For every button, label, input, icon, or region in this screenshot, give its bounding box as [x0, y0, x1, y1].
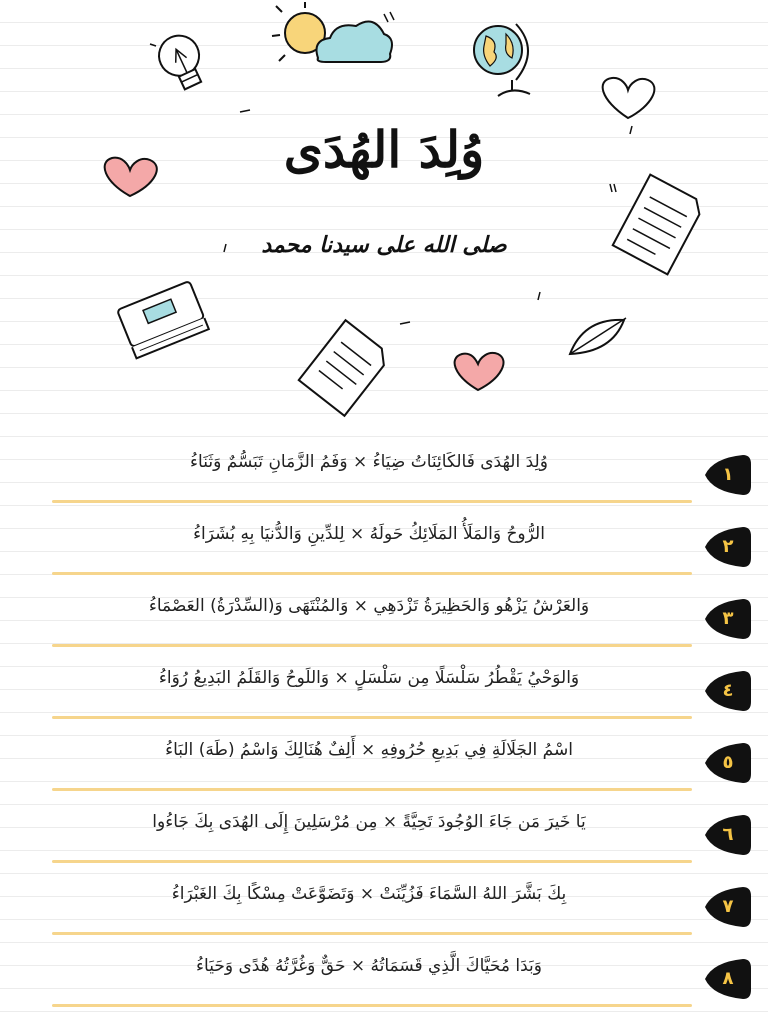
verse-number: ٧ — [722, 896, 734, 917]
verse-text: الرُّوحُ وَالمَلَأُ المَلَائِكُ حَولَهُ × لِلدِّينِ وَالدُّنيَا بِهِ بُشَرَاءُ — [193, 524, 545, 544]
document-icon — [299, 320, 391, 416]
verse-divider — [52, 788, 692, 791]
book-icon — [117, 281, 209, 358]
lightbulb-icon — [152, 29, 211, 94]
globe-icon — [474, 24, 530, 96]
verse-number: ٣ — [722, 608, 734, 629]
verse-divider — [52, 932, 692, 935]
verse-text: يَا خَيرَ مَن جَاءَ الوُجُودَ تَحِيَّةً × مِن مُرْسَلِينَ إِلَى الهُدَى بِكَ جَاءُوا — [152, 812, 586, 832]
verse-divider — [52, 500, 692, 503]
verse-number: ٨ — [722, 968, 734, 989]
paper-sheet-icon — [613, 175, 705, 275]
verse-text: اسْمُ الجَلَالَةِ فِي بَدِيعِ حُرُوفِهِ × أَلِفٌ هُنَالِكَ وَاسْمُ (طَهَ) البَاءُ — [165, 740, 573, 760]
verse-text: وَبَدَا مُحَيَّاكَ الَّذِي قَسَمَاتُهُ × حَقٌّ وَغُرَّتُهُ هُدًى وَحَيَاءُ — [196, 956, 542, 976]
verse-row — [0, 510, 768, 582]
verse-text: وُلِدَ الهُدَى فَالكَائِنَاتُ ضِيَاءُ × وَفَمُ الزَّمَانِ تَبَسُّمٌ وَثَنَاءُ — [190, 452, 548, 472]
verse-number-badge — [703, 596, 753, 642]
verse-list — [0, 438, 768, 1014]
verse-row — [0, 654, 768, 726]
doodle-layer — [0, 0, 768, 430]
verse-number: ٥ — [722, 752, 734, 773]
verse-divider — [52, 572, 692, 575]
page-title: وُلِدَ الهُدَى — [283, 120, 485, 179]
verse-divider — [52, 1004, 692, 1007]
verse-row — [0, 798, 768, 870]
heart-small-icon — [455, 353, 504, 390]
verse-number: ٤ — [722, 680, 734, 701]
verse-number-badge — [703, 524, 753, 570]
verse-number-badge — [703, 884, 753, 930]
verse-text: وَالعَرْشُ يَزْهُو وَالحَظِيرَةُ تَزْدَهِي × وَالمُنْتَهَى وَ(السِّدْرَةُ) العَصْمَاءُ — [148, 596, 590, 616]
verse-number-badge — [703, 740, 753, 786]
verse-number: ١ — [722, 464, 734, 485]
verse-number-badge — [703, 668, 753, 714]
verse-divider — [52, 644, 692, 647]
verse-number-badge — [703, 452, 753, 498]
verse-number-badge — [703, 812, 753, 858]
verse-divider — [52, 716, 692, 719]
verse-number: ٦ — [722, 824, 734, 845]
heart-outline-icon — [603, 78, 655, 118]
verse-text: بِكَ بَشَّرَ اللهُ السَّمَاءَ فَزُيِّنَتْ × وَتَضَوَّعَتْ مِسْكًا بِكَ الغَبْرَاءُ — [171, 884, 567, 904]
verse-row — [0, 870, 768, 942]
page-subtitle: صلى الله على سيدنا محمد — [261, 232, 507, 258]
verse-row — [0, 726, 768, 798]
verse-text: وَالوَحْيُ يَقْطُرُ سَلْسَلًا مِن سَلْسَلٍ × وَاللَوحُ وَالقَلَمُ البَدِيعُ رُوَاءُ — [158, 668, 580, 688]
verse-row — [0, 582, 768, 654]
sun-cloud-icon — [272, 2, 392, 62]
leaf-icon — [570, 318, 626, 354]
verse-divider — [52, 860, 692, 863]
verse-number-badge — [703, 956, 753, 1002]
verse-number: ٢ — [722, 536, 734, 557]
verse-row — [0, 942, 768, 1014]
verse-row — [0, 438, 768, 510]
